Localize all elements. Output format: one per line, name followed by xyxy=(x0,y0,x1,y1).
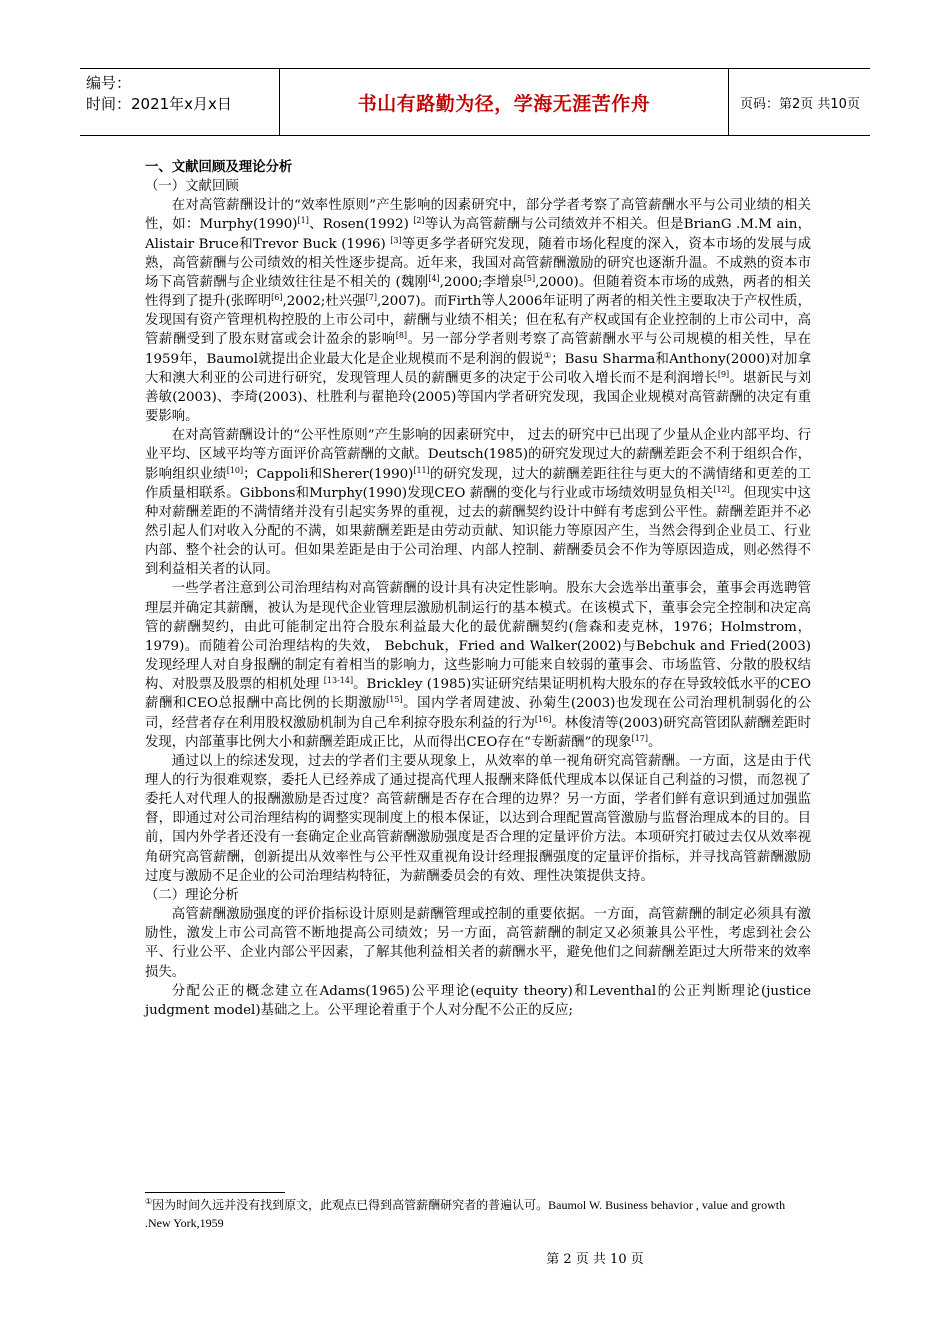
citation-ref: [17] xyxy=(631,733,648,743)
header-date: 时间：2021年x月x日 xyxy=(86,95,232,113)
footnote xyxy=(145,1196,811,1232)
citation-ref: [6] xyxy=(271,293,283,303)
citation-ref: [16] xyxy=(534,714,552,724)
citation-ref: [3] xyxy=(390,235,402,245)
footnote-divider xyxy=(145,1192,285,1193)
paragraph-summary: 通过以上的综述发现，过去的学者们主要从现象上，从效率的单一视角研究高管薪酬。一方面，这是由于代理人的行为很难观察，委托人已经养成了通过提高代理人报酬来降低代理成本以保证自己利益的习惯，而忽视了委托人对代理人的报酬激励是否过度？高管薪酬是否存在合理的边界？另一方面，学者们鲜有意识到通过加强监督，即通过对公司治理结构的调整实现制度上的根本保证，以达到合理配置高管激励与监督治理成本的目的。目前，国内外学者还没有一套确定企业高管薪酬激励强度是否合理的定量评价方法。本项研究打破过去仅从效率视角研究高管薪酬，创新提出从效率性与公平性双重视角设计经理报酬强度的定量评价指标，并寻找高管薪酬激励过度与激励不足企业的公司治理结构特征，为薪酬委员会的有效、理性决策提供支持。 xyxy=(145,753,811,884)
citation-ref: [13-14] xyxy=(323,676,354,686)
paragraph-theory-1: 高管薪酬激励强度的评价指标设计原则是薪酬管理或控制的重要依据。一方面，高管薪酬的制定必须具有激励性，激发上市公司高管不断地提高公司绩效；另一方面，高管薪酬的制定又必须兼具公平性，考虑到社会公平、行业公平、企业内部公平因素，了解其他利益相关者的薪酬水平，避免他们之间薪酬差距过大所带来的效率损失。 xyxy=(145,907,811,980)
subsection-title-literature-review: （一）文献回顾 xyxy=(145,179,239,195)
header-info-cell xyxy=(80,69,280,135)
paragraph-fairness-principle: 在对高管薪酬设计的“公平性原则”产生影响的因素研究中， 过去的研究中已出现了少量从企业内部平均、行业平均、区域平均等方面评价高管薪酬的文献。Deutsch(1985)的研究发现过大的薪酬差距会不利于组织合作，影响组织业绩[10]；Cappoli和Sherer(1990)[11]的研究发现，过大的薪酬差距往往与更大的不满情绪和更差的工作质量相联系。Gibbons和Murphy(1990)发现CEO 薪酬的变化与行业或市场绩效明显负相关[12]。但现实中这种对薪酬差距的不满情绪并没有引起实务界的重视，过去的薪酬契约设计中鲜有考虑到公平性。薪酬差距并不必然引起人们对收入分配的不满，如果薪酬差距是由劳动贡献、知识能力等原因产生，当然会得到企业员工、行业内部、整个社会的认可。但如果差距是由于公司治理、内部人控制、薪酬委员会不作为等原因造成，则必然得不到利益相关者的认同。 xyxy=(145,428,812,578)
citation-ref: [7] xyxy=(365,293,377,303)
header-page-info: 页码：第2页 共10页 xyxy=(740,96,860,112)
citation-ref: [1] xyxy=(297,216,309,226)
citation-ref: [15] xyxy=(386,695,403,705)
citation-ref: [12] xyxy=(713,484,730,494)
footnote-mark: ① xyxy=(145,1197,153,1206)
citation-ref: [5] xyxy=(523,273,536,283)
subsection-title-theory: （二）理论分析 xyxy=(145,887,239,903)
citation-ref: [2] xyxy=(413,216,425,226)
header-motto: 书山有路勤为径，学海无涯苦作舟 xyxy=(280,69,729,135)
paragraph-theory-2: 分配公正的概念建立在Adams(1965)公平理论(equity theory)和Leventhal的公正判断理论(justice judgment model)基础之上。公平理论着重于个人对分配不公正的反应; xyxy=(145,983,811,1018)
citation-ref: [8] xyxy=(395,331,408,341)
citation-ref: [4] xyxy=(428,273,440,283)
document-body xyxy=(145,158,811,1020)
page-header xyxy=(80,68,870,136)
paragraph-efficiency-principle: 在对高管薪酬设计的“效率性原则”产生影响的因素研究中，部分学者考察了高管薪酬水平与公司业绩的相关性，如：Murphy(1990)[1]、Rosen(1992) [2]等认为高管薪酬与公司绩效并不相关。但是BrianG .M.M ain，Alistair Bruce和Trevor Buck (1996) [3]等更多学者研究发现，随着市场化程度的深入，资本市场的发展与成熟，高管薪酬与公司绩效的相关性逐步提高。近年来，我国对高管薪酬激励的研究也逐渐升温。不成熟的资本市场下高管薪酬与企业绩效往往是不相关的 (魏刚[4],2000;李增泉[5],2000)。但随着资本市场的成熟，两者的相关性得到了提升(张晖明[6],2002;杜兴强[7],2007)。而Firth等人2006年证明了两者的相关性主要取决于产权性质，发现国有资产管理机构控股的上市公司中，薪酬与业绩不相关；但在私有产权或国有企业控制的上市公司中，高管薪酬受到了股东财富或会计盈余的影响[8]。另一部分学者则考察了高管薪酬水平与公司规模的相关性，早在1959年，Baumol就提出企业最大化是企业规模而不是利润的假说①；Basu Sharma和Anthony(2000)对加拿大和澳大利亚的公司进行研究，发现管理人员的薪酬更多的决定于公司收入增长而不是利润增长[9]。堪新民与刘善敏(2003)、李琦(2003)、杜胜利与翟艳玲(2005)等国内学者研究发现，我国企业规模对高管薪酬的决定有重要影响。 xyxy=(145,198,812,425)
header-number-label: 编号： xyxy=(86,74,132,92)
footnote-marker: ① xyxy=(543,350,552,360)
paragraph-governance: 一些学者注意到公司治理结构对高管薪酬的设计具有决定性影响。股东大会选举出董事会，董事会再选聘管理层并确定其薪酬，被认为是现代企业管理层激励机制运行的基本模式。在该模式下，董事会完全控制和决定高管的薪酬契约，由此可能制定出符合股东利益最大化的最优薪酬契约(詹森和麦克林，1976；Holmstrom，1979)。而随着公司治理结构的失效， Bebchuk，Fried and Walker(2002)与Bebchuk and Fried(2003)发现经理人对自身报酬的制定有着相当的影响力，这些影响力可能来自较弱的董事会、市场监管、分散的股权结构、对股票及股票的相机处理 [13-14]。Brickley (1985)实证研究结果证明机构大股东的存在导致较低水平的CEO薪酬和CEO总报酬中高比例的长期激励[15]。国内学者周建波、孙菊生(2003)也发现在公司治理机制弱化的公司，经营者存在利用股权激励机制为自己牟利掠夺股东利益的行为[16]。林俊清等(2003)研究高管团队薪酬差距时发现，内部董事比例大小和薪酬差距成正比，从而得出CEO存在“专断薪酬”的现象[17]。 xyxy=(145,581,812,750)
section-title: 一、文献回顾及理论分析 xyxy=(145,160,293,175)
page-footer: 第 2 页 共 10 页 xyxy=(546,1252,644,1267)
footnote-text: 因为时间久远并没有找到原文，此观点已得到高管薪酬研究者的普遍认可。Baumol W. Business behavior , value and growth .New York,1959 xyxy=(145,1198,786,1230)
citation-ref: [9] xyxy=(717,369,730,379)
citation-ref: [10] xyxy=(226,465,244,475)
citation-ref: [11] xyxy=(413,465,430,475)
